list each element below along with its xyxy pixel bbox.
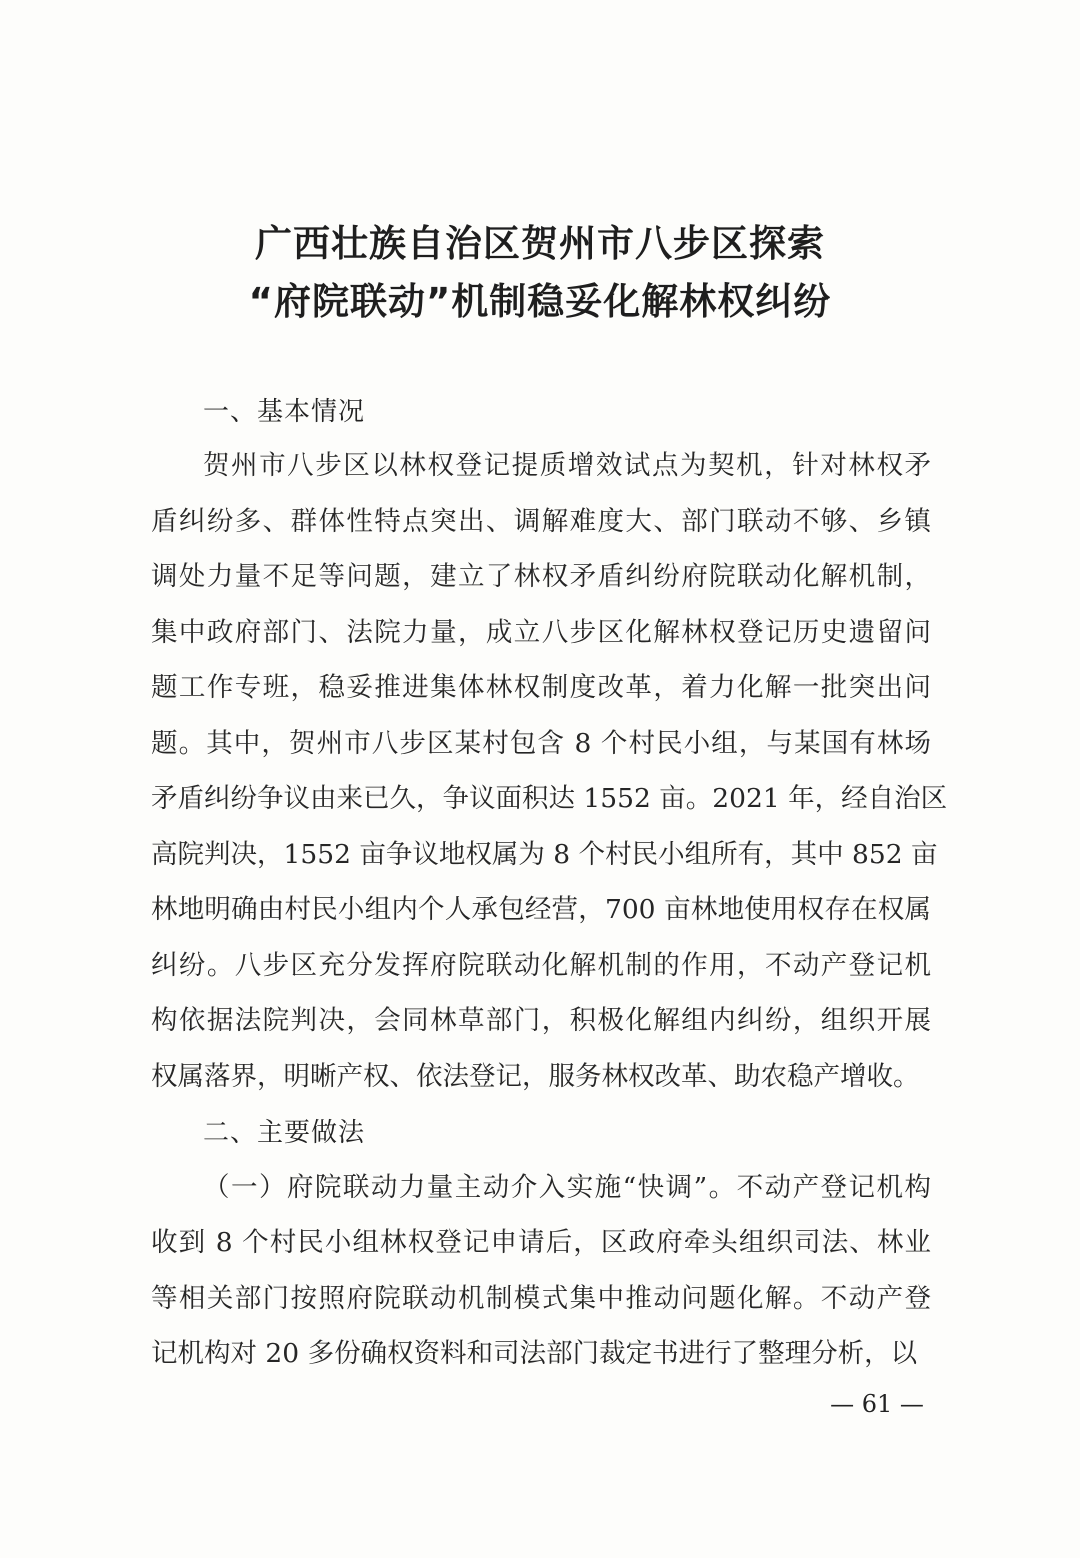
paragraph-line: 记机构对 20 多份确权资料和司法部门裁定书进行了整理分析，以 xyxy=(151,1338,918,1369)
paragraph-line: 题。其中，贺州市八步区某村包含 8 个村民小组，与某国有林场 xyxy=(151,728,931,759)
paragraph-line: 盾纠纷多、群体性特点突出、调解难度大、部门联动不够、乡镇 xyxy=(151,506,931,537)
page-number: — 61 — xyxy=(830,1390,924,1418)
document-title-line-1: 广西壮族自治区贺州市八步区探索 xyxy=(255,222,825,265)
paragraph-line: 贺州市八步区以林权登记提质增效试点为契机，针对林权矛 xyxy=(203,450,931,481)
paragraph-line: （一）府院联动力量主动介入实施“快调”。不动产登记机构 xyxy=(203,1172,931,1203)
paragraph-line: 调处力量不足等问题，建立了林权矛盾纠纷府院联动化解机制， xyxy=(151,561,931,592)
paragraph-line: 题工作专班，稳妥推进集体林权制度改革，着力化解一批突出问 xyxy=(151,672,931,703)
paragraph-line: 收到 8 个村民小组林权登记申请后，区政府牵头组织司法、林业 xyxy=(151,1227,931,1258)
paragraph-line: 纠纷。八步区充分发挥府院联动化解机制的作用，不动产登记机 xyxy=(151,950,931,981)
paragraph-line: 集中政府部门、法院力量，成立八步区化解林权登记历史遗留问 xyxy=(151,617,931,648)
section-heading-basic-situation: 一、基本情况 xyxy=(203,397,366,427)
paragraph-line: 林地明确由村民小组内个人承包经营，700 亩林地使用权存在权属 xyxy=(151,894,931,925)
document-title-line-2: “府院联动”机制稳妥化解林权纠纷 xyxy=(248,280,832,323)
paragraph-line: 高院判决，1552 亩争议地权属为 8 个村民小组所有，其中 852 亩 xyxy=(151,839,938,870)
paragraph-line: 权属落界，明晰产权、依法登记，服务林权改革、助农稳产增收。 xyxy=(151,1061,920,1092)
paragraph-line: 等相关部门按照府院联动机制模式集中推动问题化解。不动产登 xyxy=(151,1283,931,1314)
paragraph-line: 构依据法院判决，会同林草部门，积极化解组内纠纷，组织开展 xyxy=(151,1005,931,1036)
section-heading-main-practices: 二、主要做法 xyxy=(203,1118,366,1148)
paragraph-line: 矛盾纠纷争议由来已久，争议面积达 1552 亩。2021 年，经自治区 xyxy=(151,783,948,814)
